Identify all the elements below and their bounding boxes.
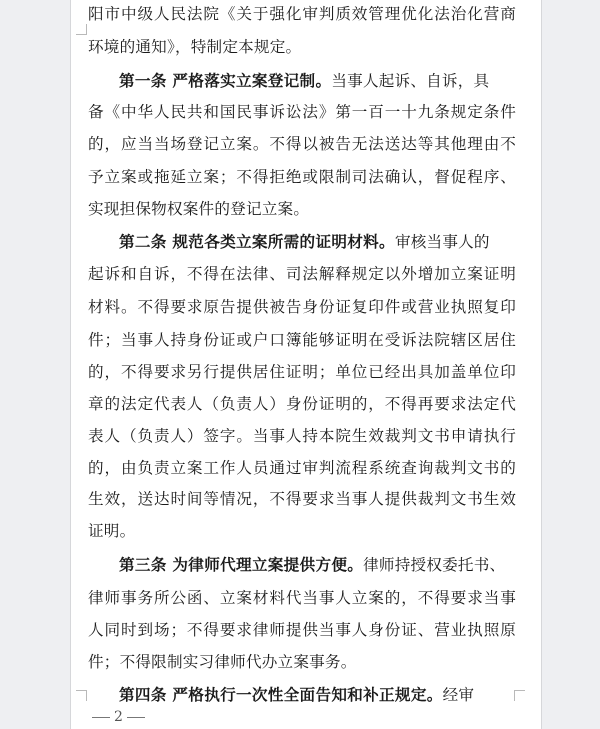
article-2-line: 的，不得要求另行提供居住证明；单位已经出具加盖单位印 [88, 363, 516, 381]
article-2-heading: 第二条 规范各类立案所需的证明材料。 [119, 233, 395, 251]
article-1-first-line-text: 当事人起诉、自诉，具 [331, 72, 490, 90]
article-4-first-line-text: 经审 [442, 686, 475, 704]
article-2-line: 生效，送达时间等情况，不得要求当事人提供裁判文书生效 [88, 490, 516, 508]
footer-dash-left [92, 717, 110, 718]
article-3-heading: 第三条 为律师代理立案提供方便。 [119, 556, 364, 574]
article-2-first-line [119, 231, 516, 253]
article-1-first-line [119, 70, 516, 92]
article-3-first-line [119, 554, 516, 576]
margin-corner-mark-bottom-left [76, 690, 87, 701]
margin-corner-mark-top-left [76, 24, 87, 35]
article-1-heading: 第一条 严格落实立案登记制。 [119, 72, 332, 90]
article-2-line: 材料。不得要求原告提供被告身份证复印件或营业执照复印 [88, 298, 516, 316]
article-4-heading: 第四条 严格执行一次性全面告知和补正规定。 [119, 686, 443, 704]
article-3-line: 律师事务所公函、立案材料代当事人立案的，不得要求当事 [88, 589, 516, 607]
page-number: 2 [114, 709, 123, 725]
article-2-line: 的，由负责立案工作人员通过审判流程系统查询裁判文书的 [88, 459, 516, 477]
article-2-line: 起诉和自诉，不得在法律、司法解释规定以外增加立案证明 [88, 265, 516, 283]
paragraph-line: 环境的通知》，特制定本规定。 [88, 38, 302, 56]
article-2-line: 表人（负责人）签字。当事人持本院生效裁判文书申请执行 [88, 427, 516, 445]
article-2-line: 证明。 [88, 522, 136, 540]
article-1-line: 备《中华人民共和国民事诉讼法》第一百一十九条规定条件 [88, 103, 516, 121]
article-1-line: 实现担保物权案件的登记立案。 [88, 200, 310, 218]
footer-dash-right [127, 717, 145, 718]
article-2-line: 件；当事人持身份证或户口簿能够证明在受诉法院辖区居住 [88, 331, 516, 349]
article-3-line: 件；不得限制实习律师代办立案事务。 [88, 653, 357, 671]
article-2-line: 章的法定代表人（负责人）身份证明的，不得再要求法定代 [88, 395, 516, 413]
page-footer [88, 708, 149, 726]
article-1-line: 的，应当当场登记立案。不得以被告无法送达等其他理由不 [88, 135, 516, 153]
article-3-line: 人同时到场；不得要求律师提供当事人身份证、营业执照原 [88, 621, 516, 639]
article-1-line: 予立案或拖延立案；不得拒绝或限制司法确认，督促程序、 [88, 168, 516, 186]
article-4-first-line [119, 684, 516, 706]
article-3-first-line-text: 律师持授权委托书、 [363, 556, 506, 574]
article-2-first-line-text: 审核当事人的 [394, 233, 490, 251]
paragraph-line: 阳市中级人民法院《关于强化审判质效管理优化法治化营商 [88, 5, 516, 23]
